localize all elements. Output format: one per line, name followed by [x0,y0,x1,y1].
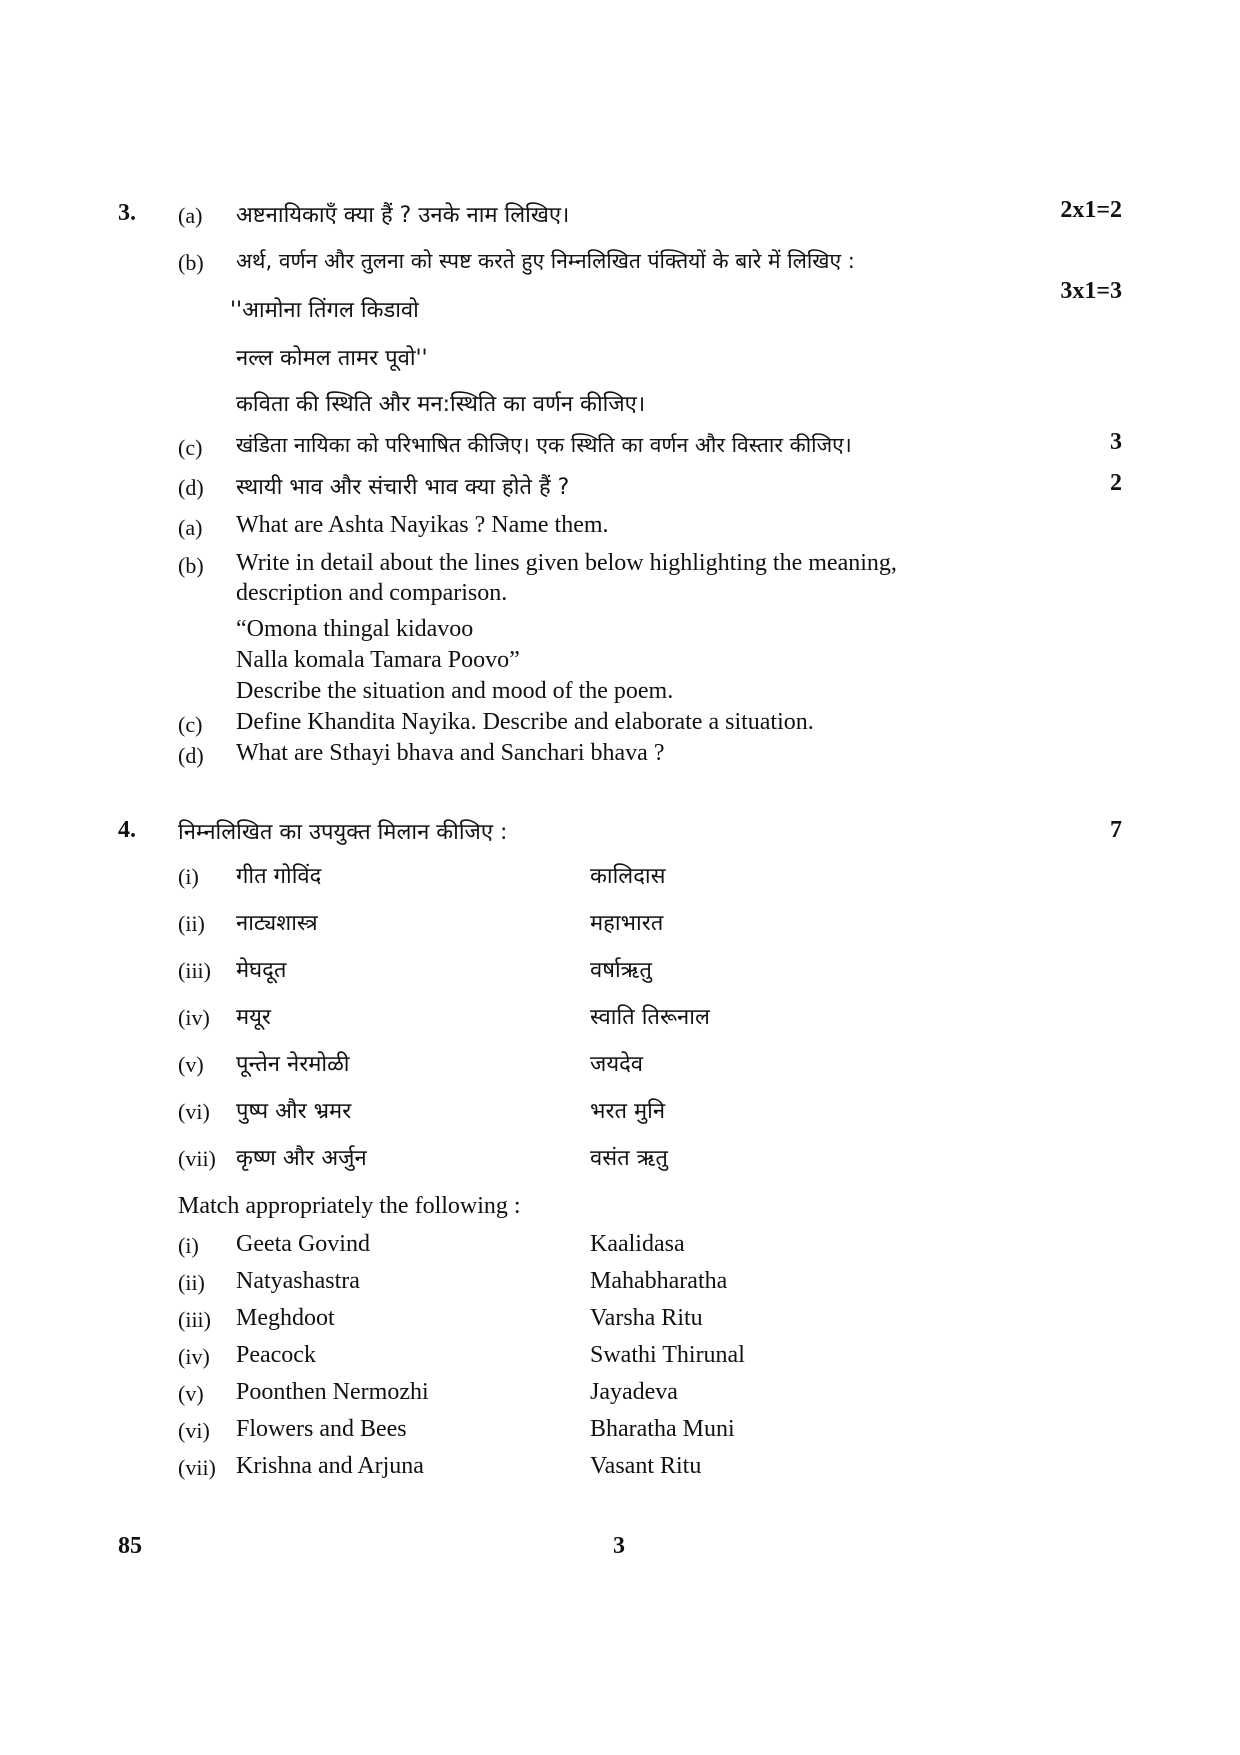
q3-hi-b-marks: 3x1=3 [1060,278,1122,304]
match-row-label: (i) [178,1233,199,1258]
q3-hi-c-marks: 3 [1110,429,1122,455]
page-code: 85 [118,1533,142,1559]
match-row-label: (vii) [178,1146,216,1171]
q3-hi-c-label: (c) [178,435,203,460]
q3-en-d-label: (d) [178,743,204,768]
match-row-left-item: Poonthen Nermozhi [236,1379,429,1405]
q4-number: 4. [118,817,136,843]
q3-hi-a-label: (a) [178,203,203,228]
q3-hi-c-text: खंडिता नायिका को परिभाषित कीजिए। एक स्थिति का वर्णन और विस्तार कीजिए। [236,433,852,457]
q3-hi-b-line1: ''आमोना तिंगल किडावो [230,298,419,323]
match-row-label: (iii) [178,1307,211,1332]
match-row-label: (v) [178,1052,204,1077]
match-row-right-item: वसंत ऋतु [590,1146,668,1171]
match-row-left-item: पून्तेन नेरमोळी [236,1052,350,1077]
match-row-label: (i) [178,864,199,889]
match-row-label: (ii) [178,911,205,936]
q3-hi-a-marks: 2x1=2 [1060,197,1122,223]
match-row-right-item: Jayadeva [590,1379,678,1405]
match-row-right-item: Mahabharatha [590,1268,728,1294]
match-row-left-item: गीत गोविंद [236,864,322,889]
match-row-left-item: Krishna and Arjuna [236,1453,424,1479]
match-row-right-item: Swathi Thirunal [590,1342,745,1368]
q3-en-b-line2: Nalla komala Tamara Poovo” [236,647,520,673]
q3-en-b-line3: Describe the situation and mood of the poem. [236,678,674,704]
page-number: 3 [613,1533,625,1559]
match-row-label: (iv) [178,1005,210,1030]
q3-en-a-label: (a) [178,515,203,540]
match-row-left-item: पुष्प और भ्रमर [236,1099,352,1124]
match-row-right-item: महाभारत [590,911,664,936]
q4-english-prompt: Match appropriately the following : [178,1193,521,1219]
match-row-label: (ii) [178,1270,205,1295]
match-row-label: (vii) [178,1455,216,1480]
q3-hi-d-marks: 2 [1110,470,1122,496]
match-row-right-item: जयदेव [590,1052,643,1077]
match-row-left-item: मयूर [236,1005,271,1030]
match-row-label: (iii) [178,958,211,983]
q3-hi-b-label: (b) [178,250,204,275]
q3-hi-d-text: स्थायी भाव और संचारी भाव क्या होते हैं ? [236,475,570,500]
q3-en-b-text1: Write in detail about the lines given below highlighting the meaning, [236,550,897,576]
match-row-left-item: Flowers and Bees [236,1416,407,1442]
match-row-left-item: कृष्ण और अर्जुन [236,1146,367,1171]
q3-en-c-text: Define Khandita Nayika. Describe and elaborate a situation. [236,709,814,735]
match-row-left-item: Geeta Govind [236,1231,370,1257]
q3-hi-b-text: अर्थ, वर्णन और तुलना को स्पष्ट करते हुए निम्नलिखित पंक्तियों के बारे में लिखिए : [236,249,855,273]
match-row-right-item: Kaalidasa [590,1231,685,1257]
match-row-right-item: भरत मुनि [590,1099,666,1124]
q3-number: 3. [118,200,136,226]
match-row-label: (iv) [178,1344,210,1369]
q3-en-c-label: (c) [178,712,203,737]
match-row-right-item: Bharatha Muni [590,1416,735,1442]
match-row-left-item: Peacock [236,1342,316,1368]
match-row-left-item: Meghdoot [236,1305,335,1331]
q4-hindi-prompt: निम्नलिखित का उपयुक्त मिलान कीजिए : [178,820,508,845]
q3-en-b-line1: “Omona thingal kidavoo [236,616,474,642]
q3-hi-a-text: अष्टनायिकाएँ क्या हैं ? उनके नाम लिखिए। [236,203,570,228]
q3-en-b-label: (b) [178,553,204,578]
match-row-label: (vi) [178,1418,210,1443]
q3-hi-d-label: (d) [178,475,204,500]
match-row-right-item: वर्षाऋतु [590,958,652,983]
match-row-right-item: स्वाति तिरूनाल [590,1005,710,1030]
match-row-label: (v) [178,1381,204,1406]
q3-en-b-text2: description and comparison. [236,580,508,606]
match-row-right-item: Vasant Ritu [590,1453,702,1479]
q3-en-a-text: What are Ashta Nayikas ? Name them. [236,512,609,538]
match-row-left-item: मेघदूत [236,958,287,983]
q4-marks: 7 [1110,817,1122,843]
q3-hi-b-line3: कविता की स्थिति और मन:स्थिति का वर्णन कीजिए। [236,392,646,417]
q3-hi-b-line2: नल्ल कोमल तामर पूवो'' [236,346,428,371]
match-row-left-item: नाट्यशास्त्र [236,911,318,936]
match-row-right-item: कालिदास [590,864,666,889]
q3-en-d-text: What are Sthayi bhava and Sanchari bhava ? [236,740,665,766]
match-row-right-item: Varsha Ritu [590,1305,703,1331]
match-row-left-item: Natyashastra [236,1268,360,1294]
match-row-label: (vi) [178,1099,210,1124]
